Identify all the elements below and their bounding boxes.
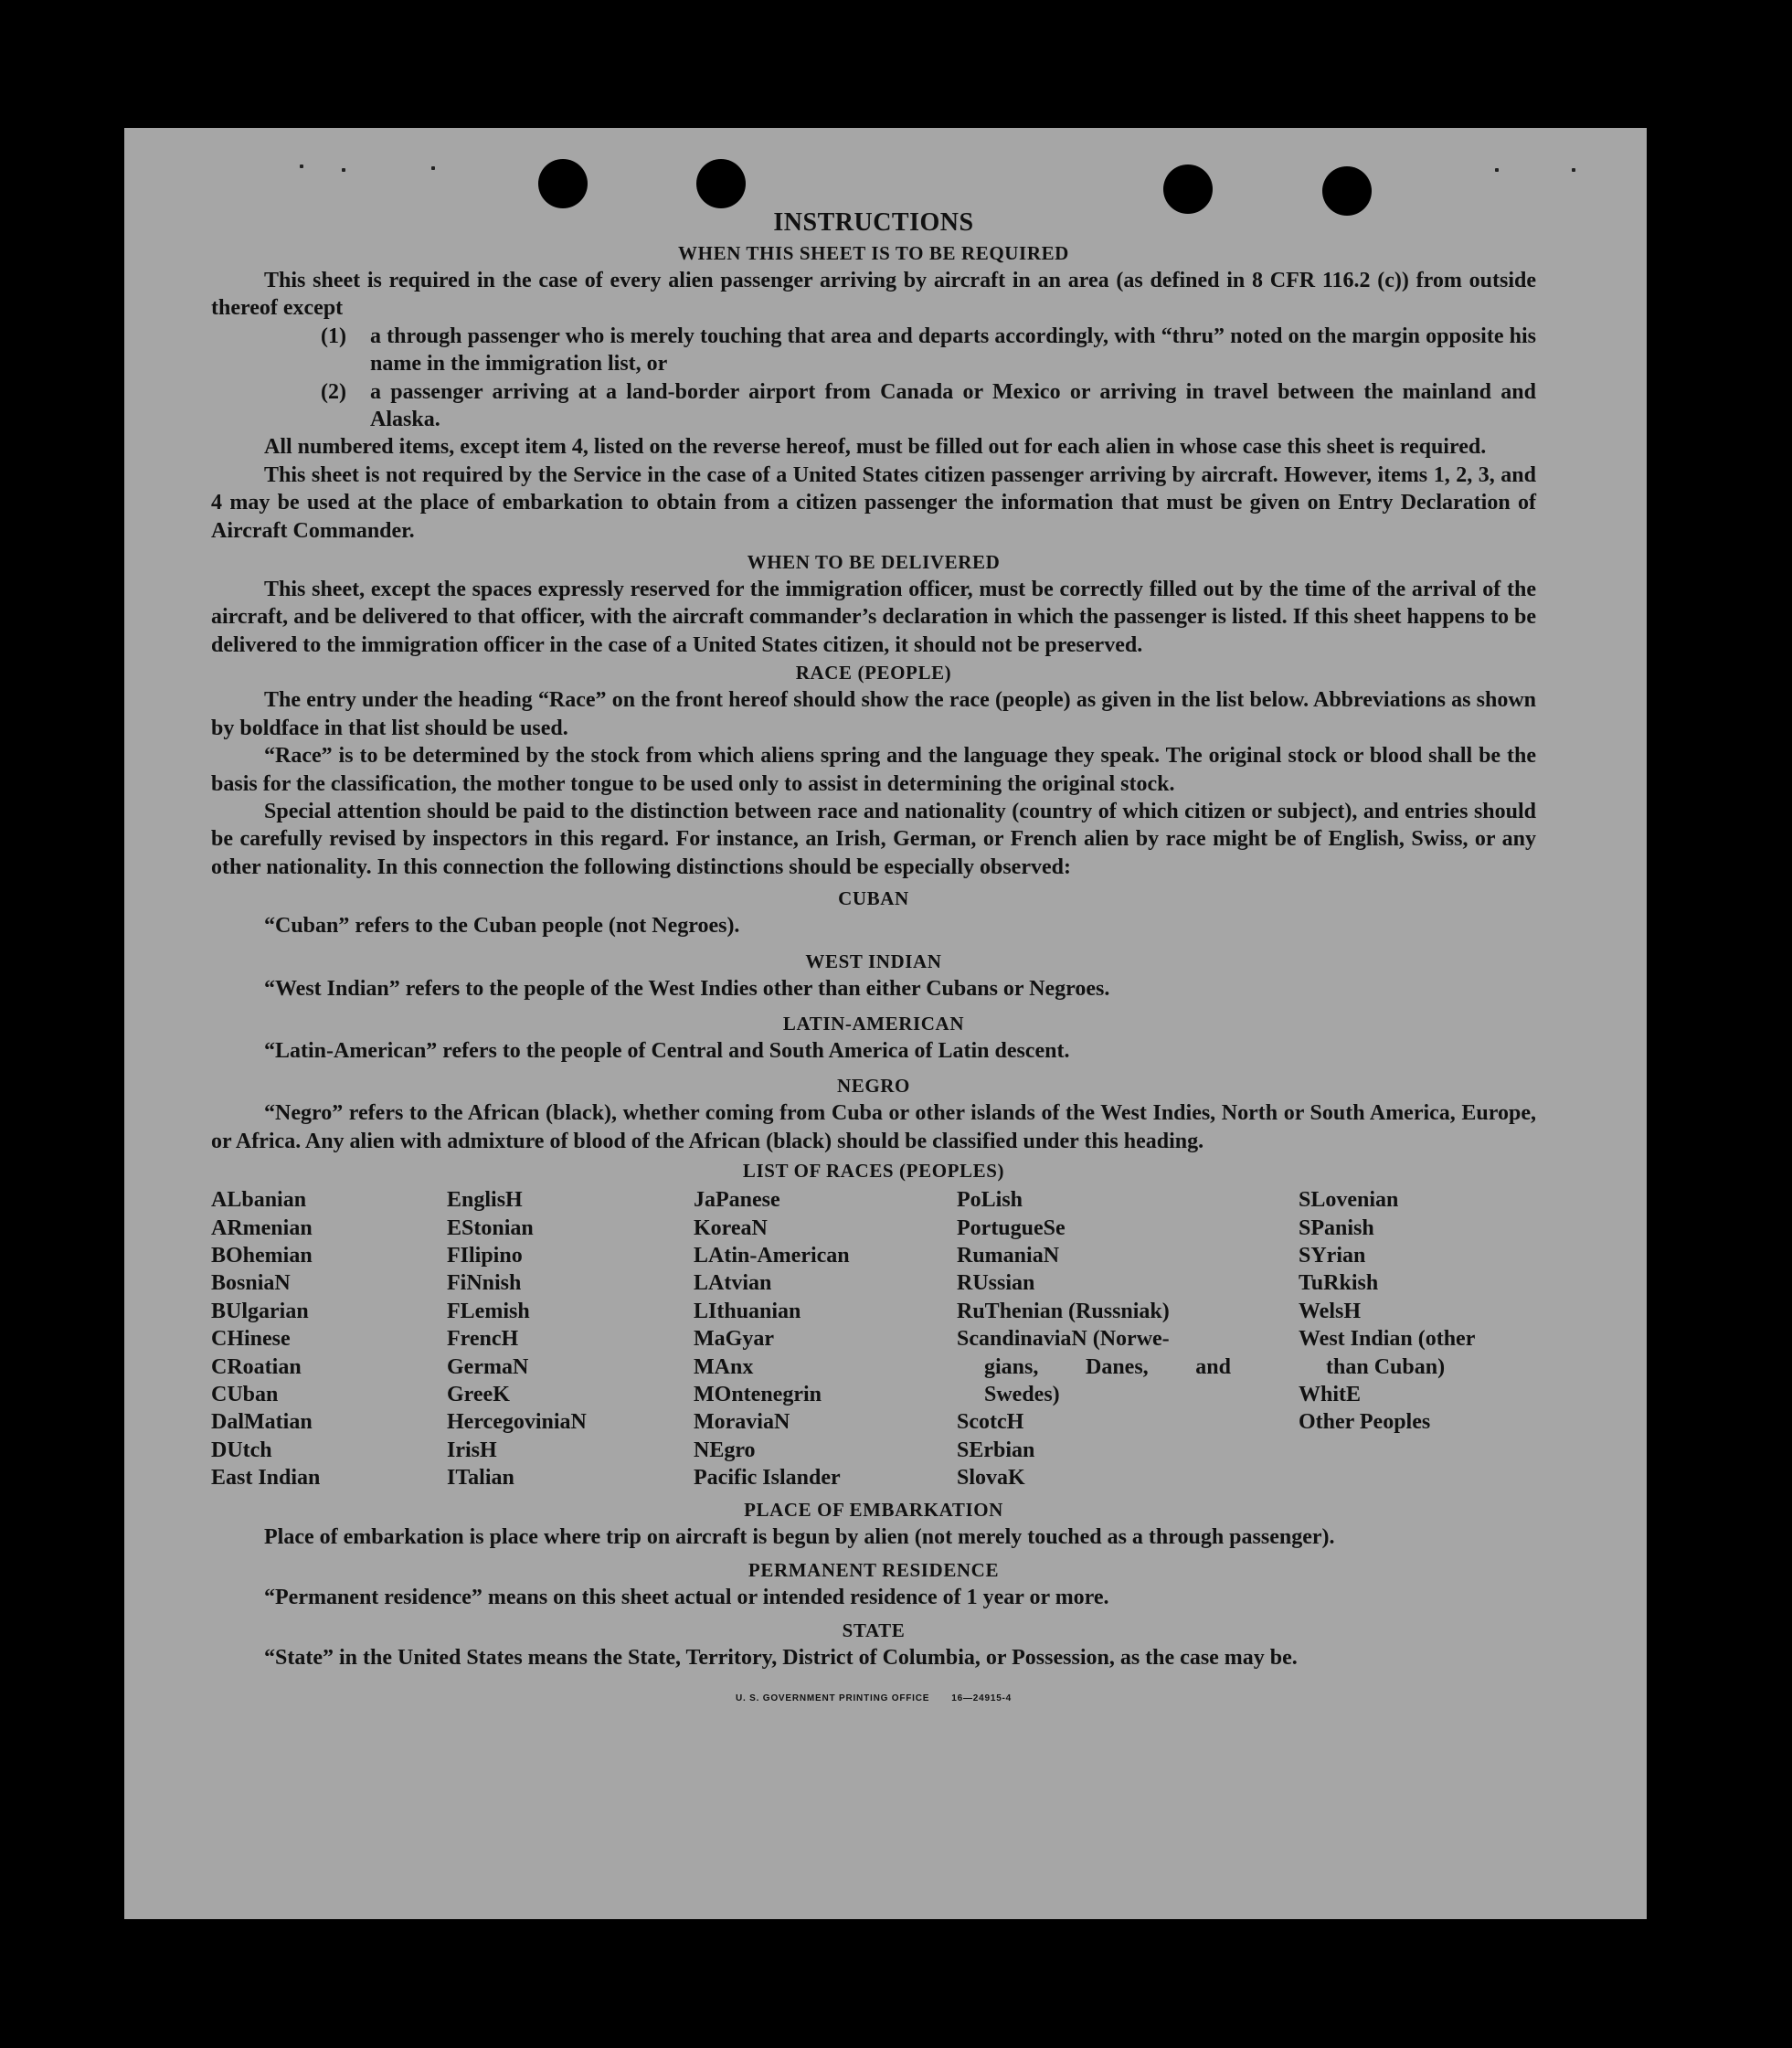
section-heading-negro: NEGRO — [836, 1075, 910, 1098]
printer-name: U. S. GOVERNMENT PRINTING OFFICE — [735, 1693, 930, 1703]
list-item — [211, 323, 1536, 378]
punch-hole — [696, 159, 746, 208]
section-heading-race: RACE (PEOPLE) — [795, 662, 952, 684]
race-item: GermaN — [447, 1354, 529, 1379]
speck — [300, 164, 303, 168]
paragraph: This sheet, except the spaces expressly reserved for the immigration officer, must be correctly filled out by the time of the arrival of the aircraft, and be delivered to that officer, with the aircraft commander’s declaration in which the passenger is listed. If this sheet happens to be delivered to the immigration officer in the case of a United States citizen, it should not be preserved. — [211, 578, 1536, 657]
races-column-1 — [211, 1186, 447, 1491]
race-item: SPanish — [1299, 1215, 1374, 1240]
race-item: ALbanian — [211, 1188, 307, 1213]
form-code: 16—24915-4 — [951, 1693, 1013, 1703]
paragraph: Place of embarkation is place where trip on aircraft is begun by alien (not merely touched as a through passenger). — [264, 1524, 1335, 1549]
race-item: CHinese — [211, 1327, 291, 1352]
item-text: a passenger arriving at a land-border airport from Canada or Mexico or arriving in travel between the mainland and Alaska. — [370, 379, 1536, 432]
race-item: ScandinaviaN (Norwe- — [957, 1327, 1170, 1352]
race-item: MoraviaN — [694, 1410, 790, 1435]
race-item: GreeK — [447, 1383, 510, 1406]
instructions-content — [211, 207, 1536, 1713]
race-item: Pacific Islander — [694, 1466, 841, 1491]
races-column-5 — [1299, 1186, 1536, 1491]
race-item: SlovaK — [957, 1466, 1025, 1491]
race-item: CRoatian — [211, 1354, 302, 1379]
paragraph: “Negro” refers to the African (black), whether coming from Cuba or other islands of the West Indies, North or South America, Europe, or Africa. Any alien with admixture of blood of the African (black) should be classified under this heading. — [211, 1101, 1536, 1153]
speck — [1495, 168, 1499, 172]
section-heading-state: STATE — [842, 1619, 906, 1642]
race-item: WelsH — [1299, 1299, 1362, 1323]
paragraph: This sheet is not required by the Service in the case of a United States citizen passenger arriving by aircraft. However, items 1, 2, 3, and 4 may be used at the place of embarkation to obtain from a citizen passenger the information that must be given on Entry Declaration of Aircraft Commander. — [211, 462, 1536, 543]
races-column-2 — [447, 1186, 694, 1491]
race-item: EStonian — [447, 1215, 534, 1240]
races-column-3 — [694, 1186, 957, 1491]
section-heading-latin-american: LATIN-AMERICAN — [782, 1012, 965, 1035]
race-item: BosniaN — [211, 1271, 291, 1296]
race-item: BOhemian — [211, 1243, 313, 1268]
race-item: FLemish — [447, 1299, 530, 1323]
speck — [342, 168, 345, 172]
race-item: KoreaN — [694, 1215, 768, 1240]
item-text: a through passenger who is merely touching that area and departs accordingly, with “thru” noted on the margin opposite his name in the immigration list, or — [370, 324, 1536, 377]
paragraph: “Permanent residence” means on this sheet actual or intended residence of 1 year or more. — [264, 1586, 1109, 1610]
page-title: INSTRUCTIONS — [773, 208, 974, 237]
speck — [431, 166, 435, 170]
section-heading-races-list: LIST OF RACES (PEOPLES) — [742, 1160, 1005, 1183]
race-item: BUlgarian — [211, 1299, 309, 1323]
section-heading-cuban: CUBAN — [838, 887, 909, 910]
race-item: DUtch — [211, 1438, 272, 1462]
race-item: PortugueSe — [957, 1215, 1066, 1240]
race-item: PoLish — [957, 1188, 1023, 1213]
section-heading-embarkation: PLACE OF EMBARKATION — [744, 1498, 1003, 1521]
punch-hole — [538, 159, 588, 208]
races-column-4 — [957, 1186, 1231, 1491]
race-item: RumaniaN — [957, 1243, 1060, 1268]
race-item: LAtin-American — [694, 1243, 850, 1268]
race-item: gians, Danes, and — [984, 1354, 1231, 1379]
item-number: (1) — [321, 324, 346, 348]
paragraph: “State” in the United States means the State, Territory, District of Columbia, or Possession, as the case may be. — [264, 1646, 1298, 1671]
document-sheet — [124, 128, 1647, 1919]
speck — [1572, 168, 1575, 172]
race-item: RUssian — [957, 1271, 1035, 1296]
race-item: MOntenegrin — [694, 1383, 822, 1406]
race-item: HercegoviniaN — [447, 1410, 587, 1435]
race-item: ARmenian — [211, 1215, 313, 1240]
race-item: LAtvian — [694, 1271, 772, 1296]
races-list — [211, 1186, 1536, 1491]
section-heading-west-indian: WEST INDIAN — [805, 950, 942, 972]
race-item: LIthuanian — [694, 1299, 801, 1323]
section-heading-residence: PERMANENT RESIDENCE — [748, 1559, 1000, 1582]
race-item: FiNnish — [447, 1271, 522, 1296]
race-item: JaPanese — [694, 1188, 780, 1213]
race-item: West Indian (other — [1299, 1327, 1476, 1352]
race-item: IrisH — [447, 1438, 497, 1462]
race-item: EnglisH — [447, 1188, 523, 1213]
race-item: ITalian — [447, 1466, 514, 1491]
race-item: FIlipino — [447, 1243, 523, 1268]
race-item: SYrian — [1299, 1243, 1366, 1268]
printer-imprint — [211, 1685, 1536, 1713]
item-number: (2) — [321, 379, 346, 404]
paragraph: The entry under the heading “Race” on the front hereof should show the race (people) as given in the list below. Abbreviations as shown by boldface in that list should be used. — [211, 688, 1536, 740]
race-item: Other Peoples — [1299, 1410, 1431, 1435]
race-item: SLovenian — [1299, 1188, 1399, 1213]
race-item: CUban — [211, 1383, 279, 1406]
race-item: than Cuban) — [1326, 1354, 1446, 1379]
race-item: East Indian — [211, 1466, 321, 1491]
section-heading-required: WHEN THIS SHEET IS TO BE REQUIRED — [678, 242, 1069, 264]
race-item: MaGyar — [694, 1327, 774, 1352]
race-item: RuThenian (Russniak) — [957, 1299, 1170, 1323]
paragraph: All numbered items, except item 4, listed on the reverse hereof, must be filled out for each alien in whose case this sheet is required. — [264, 435, 1487, 460]
list-item — [211, 378, 1536, 434]
paragraph: “West Indian” refers to the people of the West Indies other than either Cubans or Negroes. — [264, 976, 1110, 1001]
race-item: ScotcH — [957, 1410, 1024, 1435]
race-item: SErbian — [957, 1438, 1035, 1462]
race-item: TuRkish — [1299, 1271, 1379, 1296]
race-item: FrencH — [447, 1327, 519, 1352]
race-item: WhitE — [1299, 1383, 1362, 1406]
race-item: Swedes) — [984, 1383, 1060, 1406]
paragraph: “Latin-American” refers to the people of Central and South America of Latin descent. — [264, 1038, 1070, 1063]
race-item: NEgro — [694, 1438, 756, 1462]
paragraph: “Race” is to be determined by the stock from which aliens spring and the language they speak. The original stock or blood shall be the basis for the classification, the mother tongue to be used only to assist in determining the original stock. — [211, 744, 1536, 796]
race-item: MAnx — [694, 1354, 754, 1379]
paragraph: This sheet is required in the case of every alien passenger arriving by aircraft in an area (as defined in 8 CFR 116.2 (c)) from outside thereof except — [211, 269, 1536, 321]
section-heading-delivered: WHEN TO BE DELIVERED — [747, 551, 1001, 574]
race-item: DalMatian — [211, 1410, 313, 1435]
paragraph: Special attention should be paid to the distinction between race and nationality (country of which citizen or subject), and entries should be carefully revised by inspectors in this regard. For instance, an Irish, German, or French alien by race might be of English, Swiss, or any other nationality. In this connection the following distinctions should be especially observed: — [211, 799, 1536, 879]
paragraph: “Cuban” refers to the Cuban people (not Negroes). — [264, 914, 740, 939]
